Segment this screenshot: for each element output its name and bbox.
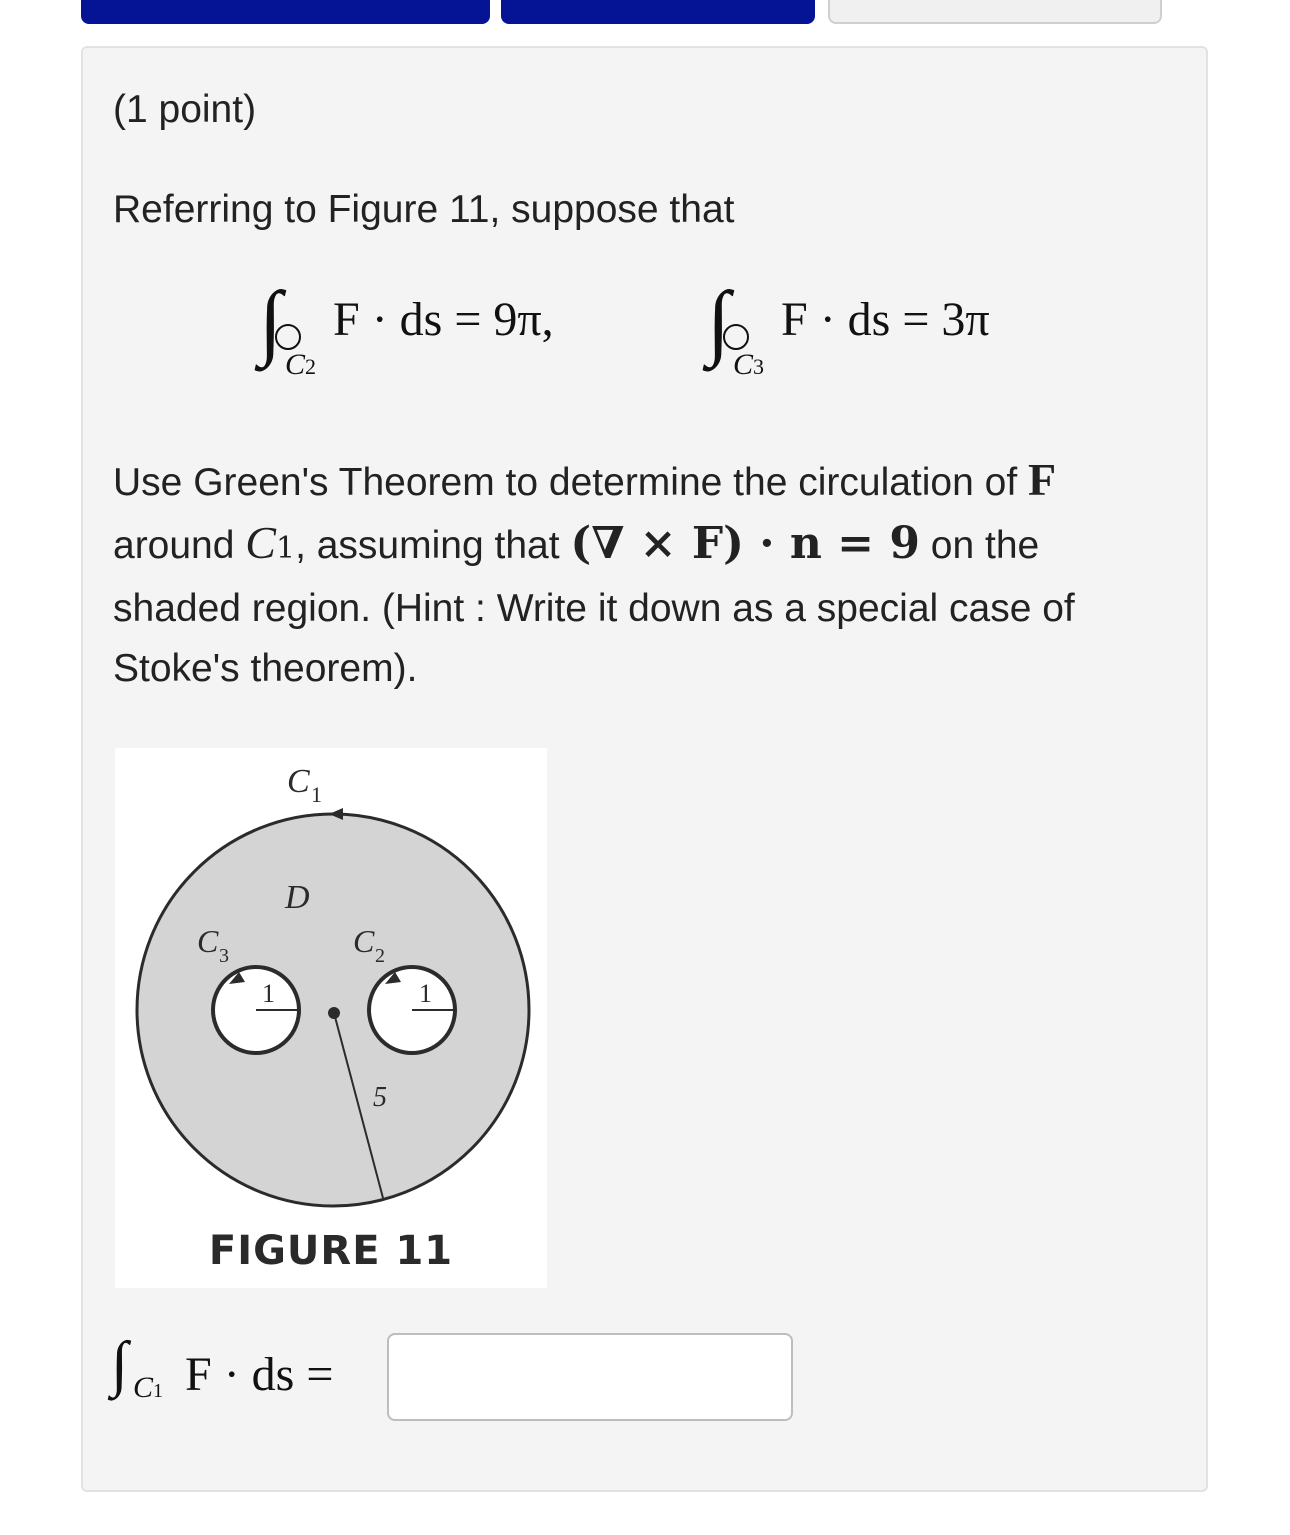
nav-button-1[interactable]: [81, 0, 490, 24]
problem-card: [81, 46, 1208, 1492]
nav-button-3[interactable]: [828, 0, 1162, 24]
question-line-4: Stoke's theorem).: [113, 647, 418, 690]
figure-caption: FIGURE 11: [208, 1228, 454, 1274]
figure-diagram: [115, 748, 547, 1218]
label-c1: C: [287, 763, 310, 800]
label-radius-big: 5: [373, 1082, 387, 1113]
nav-button-2[interactable]: [501, 0, 815, 24]
curve-name: C: [285, 348, 306, 381]
answer-curve: C: [133, 1371, 154, 1404]
contour-integral-icon: ∫: [707, 280, 730, 364]
answer-row: [111, 1330, 811, 1423]
label-radius-left: 1: [262, 979, 275, 1008]
points-label: (1 point): [113, 88, 257, 131]
figure-11: [115, 748, 547, 1288]
question-line-1: Use Green's Theorem to determine the circulation of F: [113, 454, 1057, 505]
label-c3: C: [197, 923, 219, 959]
label-c1-sub: 1: [311, 782, 322, 807]
given-equation-c2: [259, 275, 639, 410]
answer-curve-subscript: 1: [153, 1380, 164, 1402]
question-text: [113, 450, 1173, 699]
given-equation-body: F · ds = 9π,: [333, 293, 554, 346]
label-radius-right: 1: [419, 979, 432, 1008]
question-line-3: shaded region. (Hint : Write it down as a special case of: [113, 587, 1075, 630]
curve-subscript: 3: [753, 354, 765, 379]
label-c2-sub: 2: [375, 945, 385, 967]
curve-name: C: [733, 348, 754, 381]
label-d: D: [285, 879, 310, 916]
question-line-2: around C1, assuming that (∇ × F) · n = 9 on the: [113, 517, 1040, 569]
problem-intro: Referring to Figure 11, suppose that: [113, 188, 735, 231]
given-equation-body: F · ds = 3π: [781, 293, 990, 346]
integral-icon: ∫: [111, 1330, 128, 1398]
label-c3-sub: 3: [219, 945, 229, 967]
curve-subscript: 2: [305, 354, 317, 379]
contour-integral-icon: ∫: [259, 280, 282, 364]
label-c2: C: [353, 923, 375, 959]
answer-label-body: F · ds =: [185, 1348, 334, 1401]
answer-input[interactable]: [387, 1333, 793, 1421]
given-equation-c3: [707, 275, 1087, 410]
